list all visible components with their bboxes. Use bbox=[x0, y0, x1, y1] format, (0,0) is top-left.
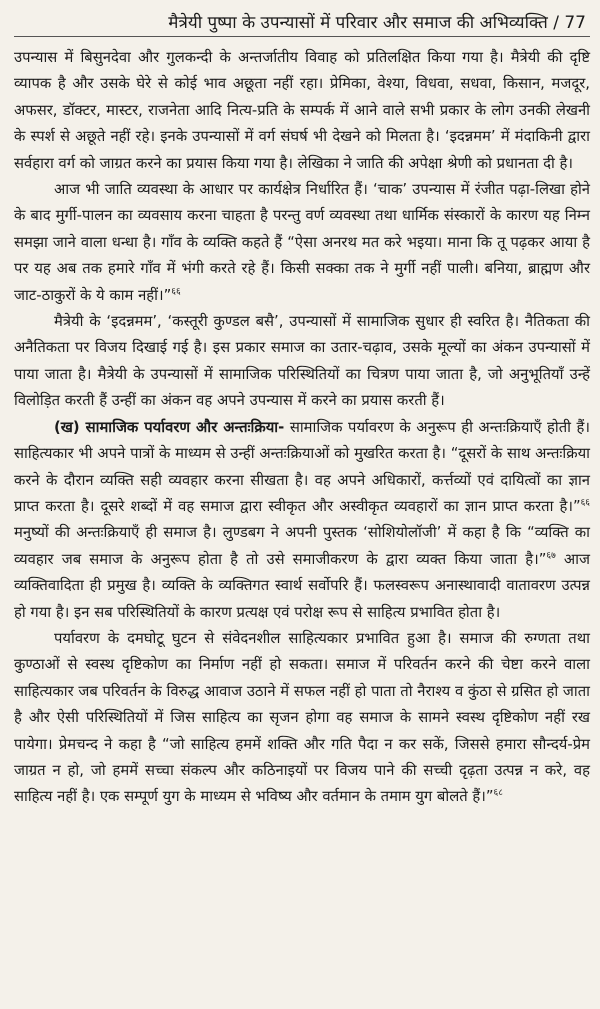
running-title: मैत्रेयी पुष्पा के उपन्यासों में परिवार और समाज की अभिव्यक्ति bbox=[168, 13, 548, 33]
page-number: 77 bbox=[564, 13, 586, 33]
paragraph-1-text: उपन्यास में बिसुनदेवा और गुलकन्दी के अन्तर्जातीय विवाह को प्रतिलक्षित किया गया है। मैत्रेयी की दृष्टि व्यापक है और उसके घेरे से कोई भाव अछूता नहीं रहा। प्रेमिका, वेश्या, विधवा, सधवा, किसान, मजदूर, अफसर, डॉक्टर, मास्टर, राजनेता आदि नित्य-प्रति के सम्पर्क में आने वाले सभी प्रकार के लोग उनकी लेखनी के स्पर्श से अछूते नहीं रहे। इनके उपन्यासों में वर्ग संघर्ष भी देखने को मिलता है। ‘इदन्नमम’ में मंदाकिनी द्वारा सर्वहारा वर्ग को जाग्रत करने का प्रयास किया गया है। लेखिका ने जाति की अपेक्षा श्रेणी को प्रधानता दी है। bbox=[14, 49, 590, 172]
running-header bbox=[14, 10, 590, 37]
paragraph-4-text-end: आज व्यक्तिवादिता ही प्रमुख है। व्यक्ति के व्यक्तिगत स्वार्थ सर्वोपरि हैं। फलस्वरूप अनास्थावादी वातावरण उत्पन्न हो गया है। इन सब परिस्थितियों के कारण प्रत्यक्ष एवं परोक्ष रूप से साहित्य प्रभावित होता है। bbox=[14, 550, 590, 621]
footnote-ref: ६६ bbox=[580, 497, 590, 508]
paragraph-3-text: मैत्रेयी के ‘इदन्नमम’, ‘कस्तूरी कुण्डल बसै’, उपन्यासों में सामाजिक सुधार ही स्वरित है। नैतिकता की अनैतिकता पर विजय दिखाई गई है। इस प्रकार समाज का उतार-चढ़ाव, उसके मूल्यों का अंकन उपन्यासों में पाया जाता है। मैत्रेयी के उपन्यासों में सामाजिक परिस्थितियों का चित्रण पाया जाता है, जो अनुभूतियाँ उन्हें विलोड़ित करती हैं उन्हीं का अंकन वह अपने उपन्यास में करने का प्रयास करती हैं। bbox=[14, 313, 590, 410]
footnote-ref: ६६ bbox=[171, 286, 181, 297]
footnote-ref: ६७ bbox=[546, 550, 556, 561]
paragraph-4-text: सामाजिक पर्यावरण के अनुरूप ही अन्तःक्रियाएँ होती हैं। साहित्यकार भी अपने पात्रों के माध्यम से उन्हीं अन्तःक्रियाओं को मुखरित करता है। “दूसरों के साथ अन्तःक्रिया करने के दौरान व्यक्ति सही व्यवहार करना सीखता है। वह अपने अधिकारों, कर्त्तव्यों एवं दायित्वों का ज्ञान प्राप्त करता है। दूसरे शब्दों में वह समाज द्वारा स्वीकृत और अस्वीकृत व्यवहारों का ज्ञान प्राप्त करता है।” bbox=[14, 418, 590, 515]
paragraph-4 bbox=[14, 415, 590, 626]
section-heading: (ख) सामाजिक पर्यावरण और अन्तःक्रिया- bbox=[54, 418, 285, 436]
paragraph-1 bbox=[14, 45, 590, 177]
paragraph-5-text: पर्यावरण के दमघोटू घुटन से संवेदनशील साहित्यकार प्रभावित हुआ है। समाज की रुग्णता तथा कुण्ठाओं से स्वस्थ दृष्टिकोण का निर्माण नहीं हो सकता। समाज में परिवर्तन करने की चेष्टा करने वाला साहित्यकार जब परिवर्तन के विरुद्ध आवाज उठाने में सफल नहीं हो पाता तो नैराश्य व कुंठा से ग्रसित हो जाता है और ऐसी परिस्थितियों में जिस साहित्य का सृजन होगा वह समाज के सामने स्वस्थ दृष्टिकोण नहीं रख पायेगा। प्रेमचन्द ने कहा है “जो साहित्य हममें शक्ति और गति पैदा न कर सकें, जिससे हमारा सौन्दर्य-प्रेम जाग्रत न हो, जो हममें सच्चा संकल्प और कठिनाइयों पर विजय पाने की सच्ची दृढ़ता उत्पन्न न करे, वह साहित्य नहीं है। एक सम्पूर्ण युग के माध्यम से भविष्य और वर्तमान के तमाम युग बोलते हैं।” bbox=[14, 629, 590, 806]
paragraph-2-text: आज भी जाति व्यवस्था के आधार पर कार्यक्षेत्र निर्धारित हैं। ‘चाक’ उपन्यास में रंजीत पढ़ा-लिखा होने के बाद मुर्गी-पालन का व्यवसाय करना चाहता है परन्तु वर्ण व्यवस्था तथा धार्मिक संस्कारों के कारण यह निम्न समझा जाने वाला धन्धा है। गाँव के व्यक्ति कहते हैं “ऐसा अनरथ मत करे भइया। माना कि तू पढ़कर आया है पर यह अब तक हमारे गाँव में भंगी करते रहे हैं। किसी सक्का तक ने मुर्गी नहीं पाली। बनिया, ब्राह्मण और जाट-ठाकुरों के ये काम नहीं।” bbox=[14, 181, 590, 304]
footnote-ref: ६८ bbox=[493, 788, 503, 799]
paragraph-4-text-after: मनुष्यों की अन्तःक्रियाएँ ही समाज है। लुण्डबग ने अपनी पुस्तक ‘सोशियोलॉजी’ में कहा है कि “व्यक्ति का व्यवहार जब समाज के अनुरूप होता है तो उसे समाजीकरण के द्वारा व्यक्त किया जाता है।” bbox=[14, 524, 590, 568]
paragraph-5 bbox=[14, 626, 590, 811]
paragraph-3 bbox=[14, 309, 590, 415]
header-separator: / bbox=[547, 13, 565, 33]
paragraph-2 bbox=[14, 177, 590, 309]
